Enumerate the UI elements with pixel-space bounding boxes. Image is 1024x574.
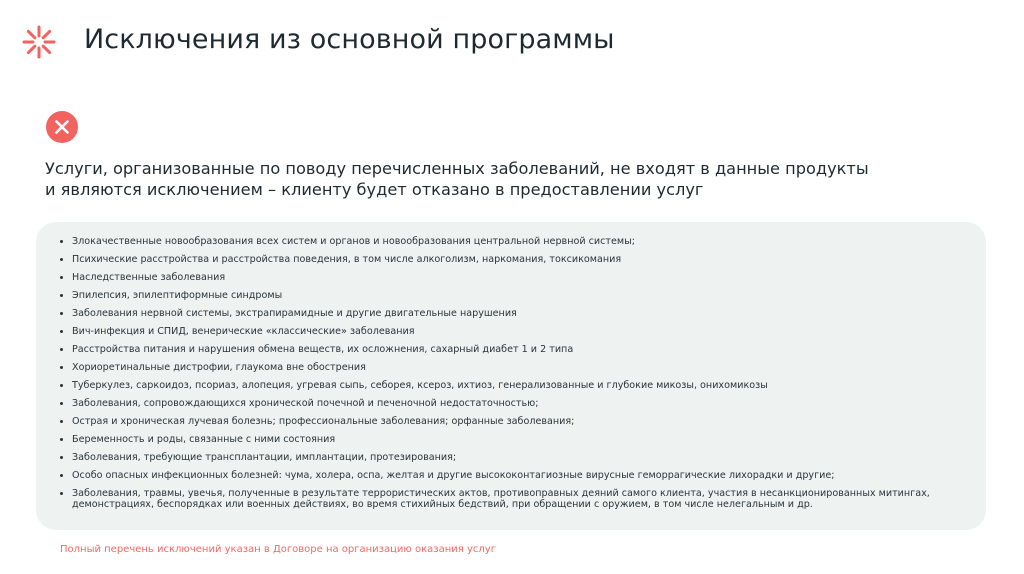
list-item: Туберкулез, саркоидоз, псориаз, алопеция, угревая сыпь, себорея, ксероз, ихтиоз, генерализованные и глубокие микозы, онихомикозы bbox=[56, 380, 956, 391]
page-title: Исключения из основной программы bbox=[84, 24, 615, 55]
lead-line-1: Услуги, организованные по поводу перечисленных заболеваний, не входят в данные продукты bbox=[45, 159, 869, 178]
list-item: Вич-инфекция и СПИД, венерические «классические» заболевания bbox=[56, 326, 956, 337]
cross-circle-icon bbox=[46, 111, 78, 143]
list-item: Заболевания нервной системы, экстрапирамидные и другие двигательные нарушения bbox=[56, 308, 956, 319]
list-item: Острая и хроническая лучевая болезнь; профессиональные заболевания; орфанные заболевания; bbox=[56, 416, 956, 427]
list-item: Беременность и роды, связанные с ними состояния bbox=[56, 434, 956, 445]
list-item: Заболевания, травмы, увечья, полученные в результате террористических актов, противоправных деяний самого клиента, участия в несанкционированных митингах, демонстрациях, беспорядках или военных действиях, во время стихийных бедствий, при обращении с оружием, в том числе нелегальным и др. bbox=[56, 488, 956, 510]
list-item: Психические расстройства и расстройства поведения, в том числе алкоголизм, наркомания, токсикомания bbox=[56, 254, 956, 265]
list-item: Расстройства питания и нарушения обмена веществ, их осложнения, сахарный диабет 1 и 2 типа bbox=[56, 344, 956, 355]
list-item: Заболевания, требующие трансплантации, имплантации, протезирования; bbox=[56, 452, 956, 463]
list-item: Заболевания, сопровождающихся хронической почечной и печеночной недостаточностью; bbox=[56, 398, 956, 409]
list-item: Эпилепсия, эпилептиформные синдромы bbox=[56, 290, 956, 301]
footnote: Полный перечень исключений указан в Договоре на организацию оказания услуг bbox=[60, 544, 496, 555]
asterisk-burst-icon bbox=[22, 25, 56, 59]
list-item: Особо опасных инфекционных болезней: чума, холера, оспа, желтая и другие высококонтагиозные вирусные геморрагические лихорадки и другие; bbox=[56, 470, 956, 481]
list-item: Хориоретинальные дистрофии, глаукома вне обострения bbox=[56, 362, 956, 373]
lead-line-2: и являются исключением – клиенту будет отказано в предоставлении услуг bbox=[45, 180, 704, 199]
exclusions-list bbox=[56, 236, 956, 517]
list-item: Злокачественные новообразования всех систем и органов и новообразования центральной нервной системы; bbox=[56, 236, 956, 247]
lead-text bbox=[45, 158, 945, 200]
list-item: Наследственные заболевания bbox=[56, 272, 956, 283]
